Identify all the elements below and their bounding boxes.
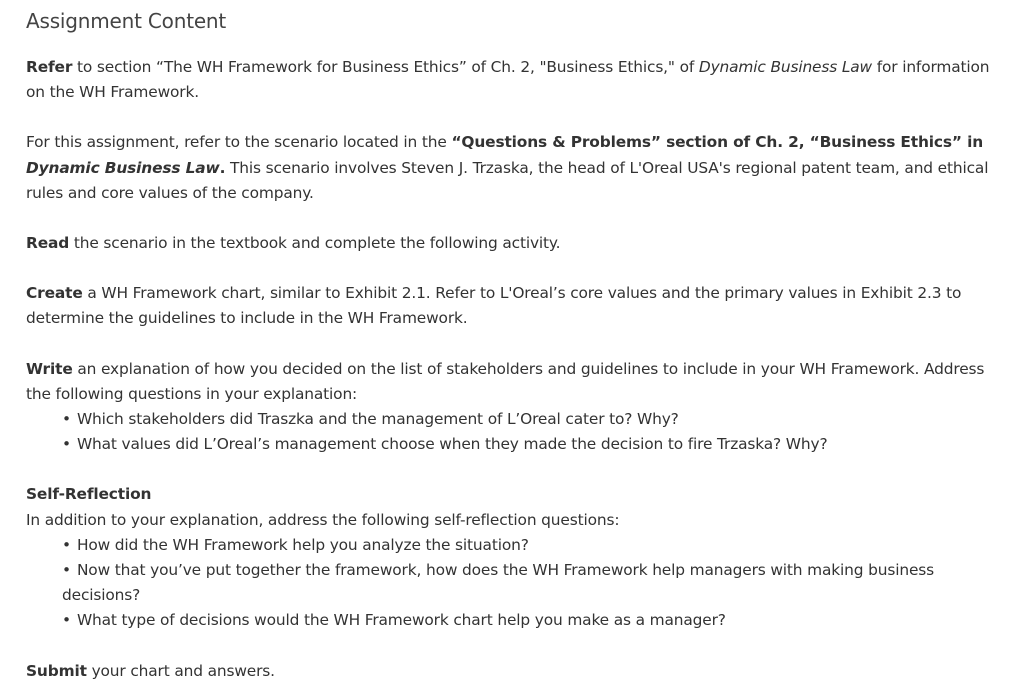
refer-text-2: for information on the WH Framework. — [26, 58, 990, 102]
write-keyword: Write — [26, 359, 73, 378]
create-keyword: Create — [26, 284, 83, 303]
submit-paragraph — [26, 659, 1004, 682]
self-reflection-section — [26, 482, 1004, 532]
scenario-bold-2: . — [219, 158, 226, 177]
scenario-book-title: Dynamic Business Law — [26, 158, 220, 177]
read-text: the scenario in the textbook and complete the following activity. — [69, 234, 561, 253]
list-item: • Now that you’ve put together the framework, how does the WH Framework help managers with making business decisions? — [62, 558, 1004, 608]
read-keyword: Read — [26, 234, 70, 253]
scenario-text-2: This scenario involves Steven J. Trzaska, the head of L'Oreal USA's regional patent team, and ethical rules and core values of the company. — [26, 158, 989, 202]
self-reflection-heading: Self-Reflection — [26, 485, 152, 504]
scenario-paragraph — [26, 130, 1004, 206]
scenario-text-1: For this assignment, refer to the scenario located in the — [26, 133, 452, 152]
refer-text-1: to section “The WH Framework for Business Ethics” of Ch. 2, "Business Ethics," of — [72, 58, 699, 76]
refer-paragraph — [26, 55, 1004, 105]
write-paragraph — [26, 357, 1004, 407]
scenario-bold-1: “Questions & Problems” section of Ch. 2, “Business Ethics” in — [451, 133, 984, 152]
list-item: • Which stakeholders did Traszka and the management of L’Oreal cater to? Why? — [62, 407, 1004, 432]
list-item: • How did the WH Framework help you analyze the situation? — [62, 533, 1004, 558]
self-reflection-text: In addition to your explanation, address the following self-reflection questions: — [26, 510, 620, 529]
book-title: Dynamic Business Law — [698, 58, 872, 76]
submit-keyword: Submit — [26, 661, 87, 680]
write-question-list — [26, 407, 1004, 457]
list-item: • What type of decisions would the WH Framework chart help you make as a manager? — [62, 608, 1004, 633]
read-paragraph — [26, 231, 1004, 256]
submit-text: your chart and answers. — [86, 661, 275, 680]
write-text: an explanation of how you decided on the list of stakeholders and guidelines to include in your WH Framework. Address the following questions in your explanation: — [26, 359, 985, 403]
refer-keyword: Refer — [26, 58, 73, 76]
reflection-question-list — [26, 533, 1004, 634]
list-item: • What values did L’Oreal’s management choose when they made the decision to fire Trzaska? Why? — [62, 432, 1004, 457]
create-paragraph — [26, 281, 1004, 331]
page-title: Assignment Content — [26, 9, 227, 33]
create-text: a WH Framework chart, similar to Exhibit 2.1. Refer to L'Oreal’s core values and the primary values in Exhibit 2.3 to determine the guidelines to include in the WH Framework. — [26, 284, 962, 328]
